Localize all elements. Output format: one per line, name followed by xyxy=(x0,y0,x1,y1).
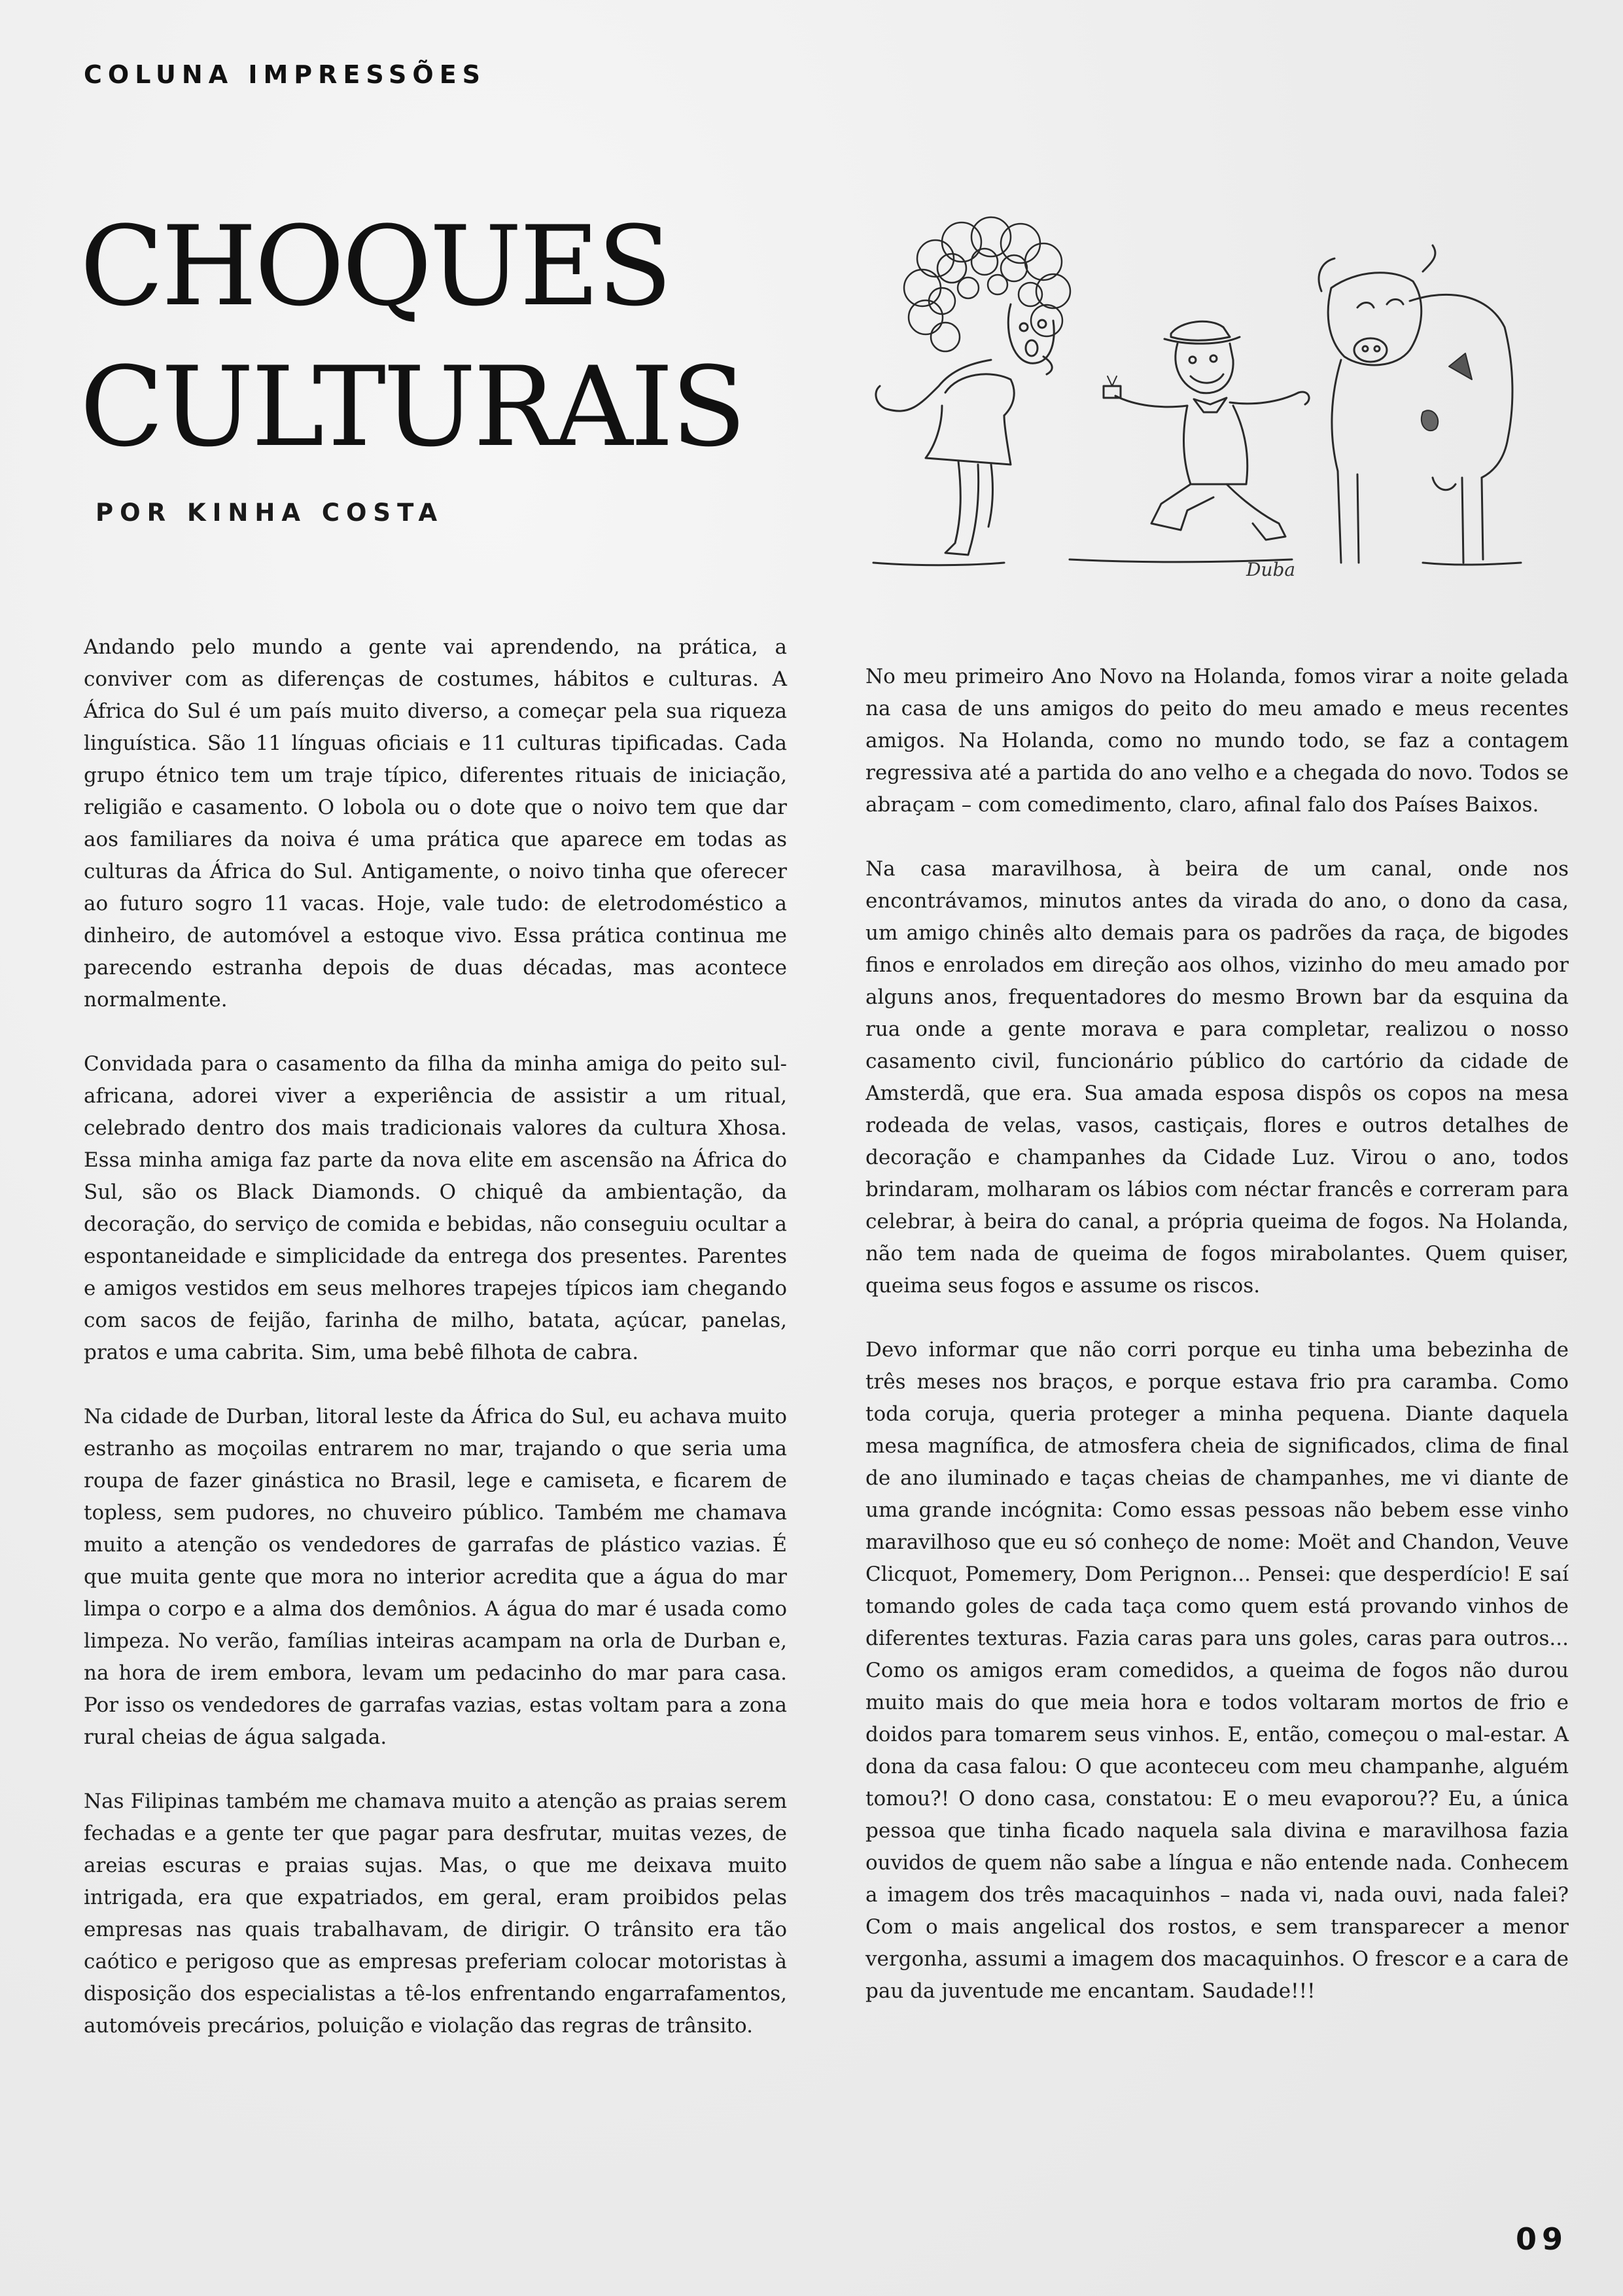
paragraph: Na cidade de Durban, litoral leste da África do Sul, eu achava muito estranho as moçoilas entrarem no mar, trajando o que seria uma roupa de fazer ginástica no Brasil, lege e camiseta, e ficarem de topless, sem pudores, no chuveiro público. Também me chamava muito a atenção os vendedores de garrafas de plástico vazias. É que muita gente que mora no interior acredita que a água do mar limpa o corpo e a alma dos demônios. A água do mar é usada como limpeza. No verão, famílias inteiras acampam na orla de Durban e, na hora de irem embora, levam um pedacinho do mar para casa. Por isso os vendedores de garrafas vazias, estas voltam para a zona rural cheias de água salgada. xyxy=(84,1405,787,1749)
title-line-2: CULTURAIS xyxy=(80,343,744,471)
paragraph: Nas Filipinas também me chamava muito a atenção as praias serem fechadas e a gente ter que pagar para desfrutar, muitas vezes, de areias escuras e praias sujas. Mas, o que me deixava muito intrigada, era que expatriados, em geral, eram proibidos pelas empresas nas quais trabalhavam, de dirigir. O trânsito era tão caótico e perigoso que as empresas preferiam colocar motoristas à disposição dos especialistas a tê-los enfrentando engarrafamentos, automóveis precários, poluição e violação das regras de trânsito. xyxy=(84,1790,787,2038)
cartoon-illustration xyxy=(795,196,1537,582)
byline: POR KINHA COSTA xyxy=(96,499,444,527)
paragraph: Andando pelo mundo a gente vai aprendendo, na prática, a conviver com as diferenças de costumes, hábitos e culturas. A África do Sul é um país muito diverso, a começar pela sua riqueza linguística. São 11 línguas oficiais e 11 culturas tipificadas. Cada grupo étnico tem um traje típico, diferentes rituais de iniciação, religião e casamento. O lobola ou o dote que o noivo tem que dar aos familiares da noiva é uma prática que aparece em todas as culturas da África do Sul. Antigamente, o noivo tinha que oferecer ao futuro sogro 11 vacas. Hoje, vale tudo: de eletrodoméstico a dinheiro, de automóvel a estoque vivo. Essa prática continua me parecendo estranha depois de duas décadas, mas acontece normalmente. xyxy=(84,635,787,1012)
title-line-1: CHOQUES xyxy=(80,202,670,330)
paragraph: Devo informar que não corri porque eu tinha uma bebezinha de três meses nos braços, e porque estava frio pra caramba. Como toda coruja, queria proteger a minha pequena. Diante daquela mesa magnífica, de atmosfera cheia de significados, clima de final de ano iluminado e taças cheias de champanhes, me vi diante de uma grande incógnita: Como essas pessoas não bebem esse vinho maravilhoso que eu só conheço de nome: Moët and Chandon, Veuve Clicquot, Pomemery, Dom Perignon... Pensei: que desperdício! E saí tomando goles de cada taça como quem está provando vinhos de diferentes texturas. Fazia caras para uns goles, caras para outros... Como os amigos eram comedidos, a queima de fogos não durou muito mais do que meia hora e todos voltaram mortos de frio e doidos para tomarem seus vinhos. E, então, começou o mal-estar. A dona da casa falou: O que aconteceu com meu champanhe, alguém tomou?! O dono casa, constatou: E o meu evaporou?? Eu, a única pessoa que tinha ficado naquela sala divina e maravilhosa fazia ouvidos de quem não sabe a língua e não entende nada. Conhecem a imagem dos três macaquinhos – nada vi, nada ouvi, nada falei? Com o mais angelical dos rostos, e sem transparecer a menor vergonha, assumi a imagem dos macaquinhos. O frescor e a cara de pau da juventude me encantam. Saudade!!! xyxy=(865,1338,1569,2003)
page-number: 09 xyxy=(1515,2221,1568,2257)
man-kneeling-icon xyxy=(1070,321,1309,561)
article-title xyxy=(80,196,744,478)
column-label: COLUNA IMPRESSÕES xyxy=(84,60,487,89)
article-left-column xyxy=(84,631,787,2074)
paragraph: No meu primeiro Ano Novo na Holanda, fomos virar a noite gelada na casa de uns amigos do peito do meu amado e meus recentes amigos. Na Holanda, como no mundo todo, se faz a contagem regressiva até a partida do ano velho e a chegada do novo. Todos se abraçam – com comedimento, claro, afinal falo dos Países Baixos. xyxy=(865,665,1569,817)
illustration-signature: Duba xyxy=(1246,559,1296,580)
paragraph: Na casa maravilhosa, à beira de um canal, onde nos encontrávamos, minutos antes da virada do ano, o dono da casa, um amigo chinês alto demais para os padrões da raça, de bigodes finos e enrolados em direção aos olhos, vizinho do meu amado por alguns anos, frequentadores do mesmo Brown bar da esquina da rua onde a gente morava e para completar, realizou o nosso casamento civil, funcionário público do cartório da cidade de Amsterdã, que era. Sua amada esposa dispôs os copos na mesa rodeada de velas, vasos, castiçais, flores e outros detalhes de decoração e champanhes da Cidade Luz. Virou o ano, todos brindaram, molharam os lábios com néctar francês e correram para celebrar, à beira do canal, a própria queima de fogos. Na Holanda, não tem nada de queima de fogos mirabolantes. Quem quiser, queima seus fogos e assume os riscos. xyxy=(865,857,1569,1298)
paragraph: Convidada para o casamento da filha da minha amiga do peito sul-africana, adorei viver a experiência de assistir a um ritual, celebrado dentro dos mais tradicionais valores da cultura Xhosa. Essa minha amiga faz parte da nova elite em ascensão na África do Sul, são os Black Diamonds. O chiquê da ambientação, da decoração, do serviço de comida e bebidas, não conseguiu ocultar a espontaneidade e simplicidade da entrega dos presentes. Parentes e amigos vestidos em seus melhores trapejes típicos iam chegando com sacos de feijão, farinha de milho, batata, açúcar, panelas, pratos e uma cabrita. Sim, uma bebê filhota de cabra. xyxy=(84,1052,787,1364)
article-right-column xyxy=(865,661,1569,2040)
woman-icon xyxy=(873,217,1070,565)
cow-icon xyxy=(1319,245,1521,565)
